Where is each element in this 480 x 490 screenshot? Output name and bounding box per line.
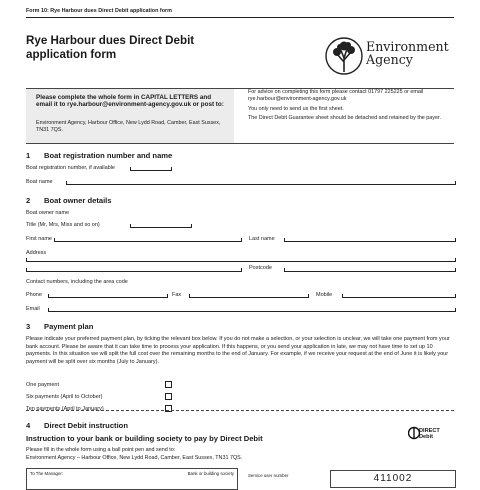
option-one-payment: One payment: [26, 382, 60, 388]
dd-line1: DIRECT: [419, 428, 440, 434]
mobile-field[interactable]: [342, 294, 456, 298]
dd-line2: Debit: [419, 434, 433, 440]
email-field[interactable]: [48, 308, 456, 312]
advice-text: [248, 89, 454, 125]
logo-line1: Environment: [366, 39, 449, 54]
title-field[interactable]: [130, 224, 192, 228]
environment-agency-tree-icon: [325, 34, 363, 80]
cut-line: [26, 410, 454, 411]
dd-instruction-title: Instruction to your bank or building society to pay by Direct Debit: [26, 434, 263, 443]
email-label: Email: [26, 306, 40, 312]
service-user-number-label: Service user number: [248, 473, 289, 478]
page-title: Rye Harbour dues Direct Debit application form: [26, 34, 195, 61]
logo-text: [366, 40, 449, 66]
section-number: 1: [26, 151, 31, 160]
fax-field[interactable]: [189, 294, 309, 298]
direct-debit-logo-text: [419, 428, 440, 440]
bank-details-box[interactable]: [26, 468, 238, 490]
phone-label: Phone: [26, 292, 42, 298]
service-user-number-box: [330, 470, 456, 488]
address-label: Address: [26, 250, 47, 256]
mobile-label: Mobile: [316, 292, 333, 298]
section-2-heading: [26, 196, 112, 205]
option-ten-payments: Ten payments (April to January): [26, 406, 104, 412]
to-manager-label: To The Manager:: [30, 471, 64, 476]
service-user-number-value: 411002: [373, 473, 413, 484]
advice-guarantee: The Direct Debit Guarantee sheet should be detached and retained by the payer.: [248, 115, 441, 122]
owner-name-label: Boat owner name: [26, 210, 70, 216]
last-name-field[interactable]: [284, 238, 456, 242]
address-field-1[interactable]: [26, 258, 456, 262]
first-name-label: First name: [26, 236, 52, 242]
advice-contact: For advice on completing this form please contact 01797 225225 or email rye.harbour@environment-agency.gov.uk: [248, 89, 424, 102]
instructions-panel: [26, 88, 454, 144]
boat-name-label: Boat name: [26, 179, 53, 185]
option-six-payments: Six payments (April to October): [26, 394, 103, 400]
bank-society-label: Bank or building society: [187, 471, 234, 476]
section-number: 2: [26, 196, 31, 205]
last-name-label: Last name: [249, 236, 275, 242]
section-title: Direct Debit instruction: [44, 421, 128, 430]
section-title: Boat registration number and name: [44, 151, 173, 160]
six-payments-checkbox[interactable]: [165, 393, 172, 400]
fax-label: Fax: [172, 292, 182, 298]
section-title: Payment plan: [44, 322, 94, 331]
advice-first-sheet: You only need to send us the first sheet.: [248, 105, 344, 112]
form-tag: Form 10: Rye Harbour dues Direct Debit application form: [26, 8, 172, 14]
contact-numbers-label: Contact numbers, including the area code: [26, 279, 128, 285]
instructions-bold: Please complete the whole form in CAPITAL LETTERS and email it to rye.harbour@environment-agency.gov.uk or post to:: [36, 94, 224, 109]
logo-line2: Agency: [366, 52, 413, 67]
postcode-label: Postcode: [249, 265, 272, 271]
send-to-address: Environment Agency – Harbour Office, New Lydd Road, Camber, East Sussex, TN31 7QS.: [26, 455, 243, 461]
section-number: 4: [26, 421, 31, 430]
boat-name-field[interactable]: [66, 181, 456, 185]
section-4-heading: [26, 421, 128, 430]
title-label: Title (Mr, Mrs, Miss and so on): [26, 222, 100, 228]
section-3-heading: [26, 322, 93, 331]
fill-instruction: Please fill in the whole form using a ball point pen and send to:: [26, 447, 176, 453]
instructions-box: [26, 89, 234, 143]
header-rule: [26, 17, 454, 18]
address-field-2[interactable]: [26, 268, 242, 272]
section-1-heading: [26, 151, 172, 160]
phone-field[interactable]: [48, 294, 168, 298]
boat-reg-label: Boat registration number, if available: [26, 165, 115, 171]
postcode-field[interactable]: [284, 268, 456, 272]
boat-reg-field[interactable]: [130, 167, 172, 171]
first-name-field[interactable]: [54, 238, 242, 242]
one-payment-checkbox[interactable]: [165, 381, 172, 388]
section-title: Boat owner details: [44, 196, 112, 205]
section-number: 3: [26, 322, 31, 331]
instructions-address: Environment Agency, Harbour Office, New Lydd Road, Camber, East Sussex, TN31 7QS.: [36, 120, 221, 133]
payment-plan-text: Please indicate your preferred payment plan, by ticking the relevant box below. If you do not make a selection, or your selection is unclear, we will take one payment from your bank account. Please be aware that it can take time to process your application. If this happens, or you send your application in late, we may not have time to set up 10 payments. In this situation we will split the full cost over the remaining months to the end of January. For example, if we receive your request at the end of June it is likely your payment will be split over six months (July to January).: [26, 336, 450, 365]
